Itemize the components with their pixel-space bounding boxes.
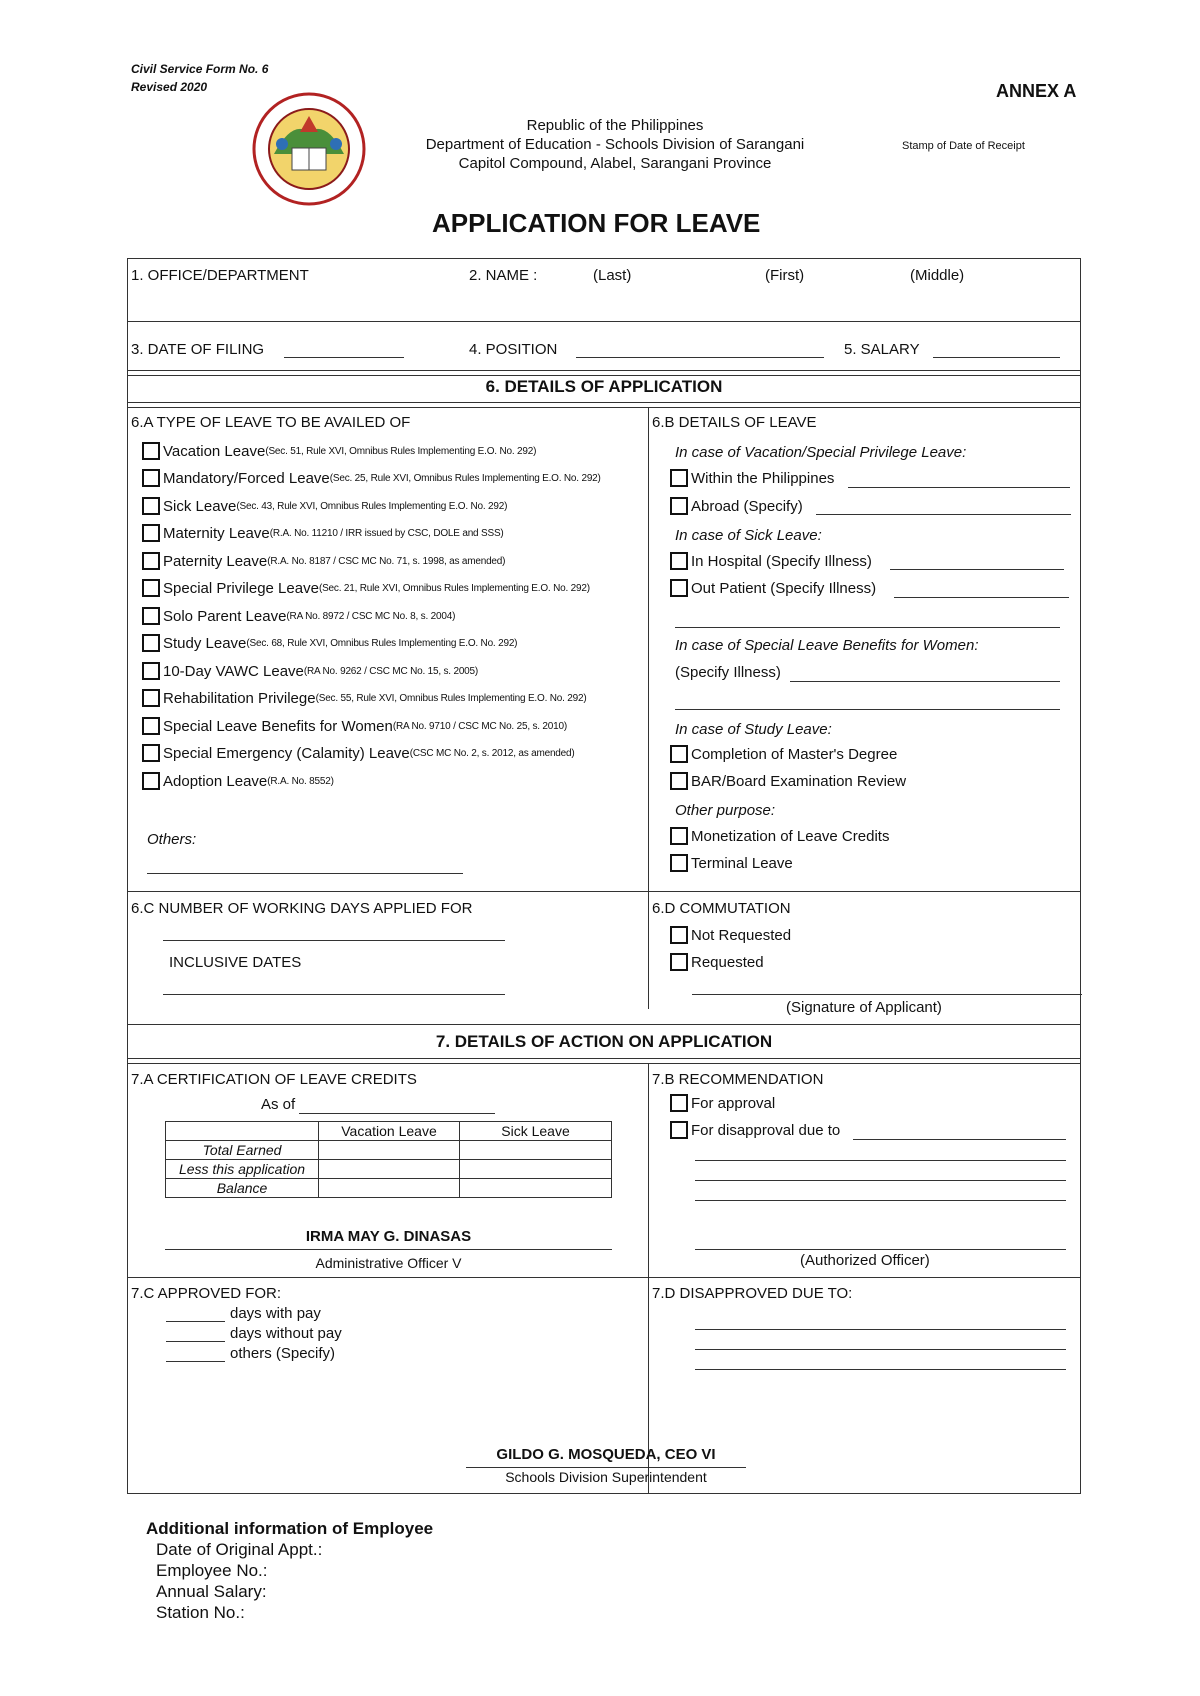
name-first-label: (First) — [765, 267, 805, 284]
name-middle-label: (Middle) — [910, 267, 965, 284]
checkbox[interactable] — [670, 1094, 688, 1112]
annex-label: ANNEX A — [996, 81, 1077, 101]
checkbox[interactable] — [142, 579, 160, 597]
for-disapproval-option[interactable]: For disapproval due to — [670, 1121, 840, 1139]
annual-salary: Annual Salary: — [156, 1582, 267, 1601]
women-extra-field[interactable] — [675, 709, 1060, 710]
requested-option[interactable]: Requested — [670, 953, 764, 971]
disapproval-line-3[interactable] — [695, 1180, 1066, 1181]
section-7a-title: 7.A CERTIFICATION OF LEAVE CREDITS — [131, 1071, 417, 1088]
superintendent-name: GILDO G. MOSQUEDA, CEO VI — [496, 1446, 716, 1463]
others-label: Others: — [147, 831, 197, 848]
checkbox[interactable] — [142, 634, 160, 652]
checkbox[interactable] — [142, 744, 160, 762]
additional-info-title: Additional information of Employee — [146, 1519, 434, 1538]
days-without-pay-field[interactable] — [166, 1341, 225, 1342]
leave-type-vacation[interactable]: Vacation Leave (Sec. 51, Rule XVI, Omnibus Rules Implementing E.O. No. 292) — [142, 442, 536, 460]
others-specify-field[interactable] — [166, 1361, 225, 1362]
position-field[interactable] — [576, 357, 824, 358]
header-republic: Republic of the Philippines — [526, 117, 704, 134]
within-philippines-field[interactable] — [848, 487, 1070, 488]
applicant-signature-label: (Signature of Applicant) — [786, 999, 942, 1016]
date-of-filing-field[interactable] — [284, 357, 404, 358]
leave-type-women[interactable]: Special Leave Benefits for Women (RA No. 9710 / CSC MC No. 25, s. 2010) — [142, 717, 567, 735]
checkbox[interactable] — [670, 827, 688, 845]
leave-form — [127, 258, 1081, 1494]
bar-review-option[interactable]: BAR/Board Examination Review — [670, 772, 906, 790]
section-7b-title: 7.B RECOMMENDATION — [652, 1071, 824, 1088]
checkbox[interactable] — [142, 662, 160, 680]
out-patient-field[interactable] — [894, 597, 1069, 598]
position-label: 4. POSITION — [469, 341, 558, 358]
certifier-name: IRMA MAY G. DINASAS — [305, 1228, 472, 1245]
name-label: 2. NAME : — [469, 267, 538, 284]
checkbox[interactable] — [142, 689, 160, 707]
leave-type-calamity[interactable]: Special Emergency (Calamity) Leave (CSC MC No. 2, s. 2012, as amended) — [142, 744, 575, 762]
leave-type-study[interactable]: Study Leave (Sec. 68, Rule XVI, Omnibus Rules Implementing E.O. No. 292) — [142, 634, 517, 652]
checkbox[interactable] — [142, 442, 160, 460]
masters-degree-option[interactable]: Completion of Master's Degree — [670, 745, 897, 763]
days-with-pay-label: days with pay — [230, 1305, 321, 1322]
section-6-title: 6. DETAILS OF APPLICATION — [485, 377, 723, 396]
checkbox[interactable] — [142, 524, 160, 542]
stamp-of-receipt: Stamp of Date of Receipt — [902, 140, 1025, 152]
disapproval-line-2[interactable] — [695, 1160, 1066, 1161]
superintendent-position: Schools Division Superintendent — [505, 1469, 707, 1485]
table-header-vacation: Vacation Leave — [319, 1122, 460, 1141]
abroad-field[interactable] — [816, 514, 1071, 515]
for-approval-option[interactable]: For approval — [670, 1094, 775, 1112]
disapproved-line-3[interactable] — [695, 1369, 1066, 1370]
checkbox[interactable] — [670, 579, 688, 597]
within-philippines-option[interactable]: Within the Philippines — [670, 469, 834, 487]
balance-vacation-cell[interactable] — [319, 1179, 460, 1198]
abroad-option[interactable]: Abroad (Specify) — [670, 497, 803, 515]
table-header-blank — [166, 1122, 319, 1141]
form-revision: Revised 2020 — [131, 80, 208, 94]
authorized-officer-line[interactable] — [695, 1249, 1066, 1250]
leave-type-solo-parent[interactable]: Solo Parent Leave (RA No. 8972 / CSC MC No. 8, s. 2004) — [142, 607, 455, 625]
checkbox[interactable] — [670, 552, 688, 570]
date-of-filing-label: 3. DATE OF FILING — [131, 341, 265, 358]
other-purpose-heading: Other purpose: — [675, 802, 776, 819]
checkbox[interactable] — [670, 772, 688, 790]
specify-illness-field[interactable] — [790, 681, 1060, 682]
checkbox[interactable] — [670, 926, 688, 944]
section-7-title: 7. DETAILS OF ACTION ON APPLICATION — [435, 1032, 773, 1051]
women-case-heading: In case of Special Leave Benefits for Women: — [675, 637, 979, 654]
name-last-label: (Last) — [593, 267, 632, 284]
table-header-sick: Sick Leave — [460, 1122, 612, 1141]
terminal-leave-option[interactable]: Terminal Leave — [670, 854, 793, 872]
applicant-signature-line[interactable] — [692, 994, 1082, 995]
as-of-label: As of — [261, 1096, 296, 1113]
as-of-field[interactable] — [299, 1113, 495, 1114]
station-number: Station No.: — [156, 1603, 245, 1622]
checkbox[interactable] — [142, 497, 160, 515]
certifier-signature-line — [165, 1249, 612, 1250]
checkbox[interactable] — [670, 469, 688, 487]
days-with-pay-field[interactable] — [166, 1321, 225, 1322]
authorized-officer-label: (Authorized Officer) — [800, 1252, 930, 1269]
form-number: Civil Service Form No. 6 — [131, 62, 269, 76]
checkbox[interactable] — [142, 552, 160, 570]
days-without-pay-label: days without pay — [230, 1325, 342, 1342]
leave-credits-table — [165, 1121, 612, 1198]
checkbox[interactable] — [670, 1121, 688, 1139]
deped-seal-logo — [252, 92, 366, 206]
section-6b-title: 6.B DETAILS OF LEAVE — [652, 414, 817, 431]
checkbox[interactable] — [142, 469, 160, 487]
checkbox[interactable] — [142, 772, 160, 790]
less-application-vacation-cell[interactable] — [319, 1160, 460, 1179]
balance-sick-cell[interactable] — [460, 1179, 612, 1198]
office-department-label: 1. OFFICE/DEPARTMENT — [131, 267, 309, 284]
specify-illness-label: (Specify Illness) — [675, 664, 781, 681]
row-less-application: Less this application — [166, 1160, 319, 1179]
inclusive-dates-label: INCLUSIVE DATES — [169, 954, 302, 971]
inclusive-dates-field[interactable] — [163, 994, 505, 995]
sick-extra-field[interactable] — [675, 627, 1060, 628]
section-7c-title: 7.C APPROVED FOR: — [131, 1285, 282, 1302]
header-address: Capitol Compound, Alabel, Sarangani Province — [458, 155, 772, 172]
disapproved-line-2[interactable] — [695, 1349, 1066, 1350]
disapproval-line-4[interactable] — [695, 1200, 1066, 1201]
monetization-option[interactable]: Monetization of Leave Credits — [670, 827, 889, 845]
study-case-heading: In case of Study Leave: — [675, 721, 832, 738]
in-hospital-field[interactable] — [890, 569, 1064, 570]
salary-field[interactable] — [933, 357, 1060, 358]
working-days-field[interactable] — [163, 940, 505, 941]
employee-number: Employee No.: — [156, 1561, 268, 1580]
checkbox[interactable] — [670, 854, 688, 872]
out-patient-option[interactable]: Out Patient (Specify Illness) — [670, 579, 876, 597]
leave-type-vawc[interactable]: 10-Day VAWC Leave (RA No. 9262 / CSC MC No. 15, s. 2005) — [142, 662, 478, 680]
leave-type-sick[interactable]: Sick Leave (Sec. 43, Rule XVI, Omnibus Rules Implementing E.O. No. 292) — [142, 497, 507, 515]
vacation-case-heading: In case of Vacation/Special Privilege Leave: — [675, 444, 967, 461]
leave-type-rehabilitation[interactable]: Rehabilitation Privilege (Sec. 55, Rule XVI, Omnibus Rules Implementing E.O. No. 292) — [142, 689, 587, 707]
section-6c-title: 6.C NUMBER OF WORKING DAYS APPLIED FOR — [131, 900, 473, 917]
checkbox[interactable] — [670, 953, 688, 971]
checkbox[interactable] — [670, 497, 688, 515]
sick-case-heading: In case of Sick Leave: — [675, 527, 822, 544]
checkbox[interactable] — [142, 607, 160, 625]
checkbox[interactable] — [142, 717, 160, 735]
less-application-sick-cell[interactable] — [460, 1160, 612, 1179]
certifier-position: Administrative Officer V — [315, 1255, 462, 1271]
section-6d-title: 6.D COMMUTATION — [652, 900, 791, 917]
section-7d-title: 7.D DISAPPROVED DUE TO: — [652, 1285, 853, 1302]
superintendent-signature-line — [466, 1467, 746, 1468]
checkbox[interactable] — [670, 745, 688, 763]
leave-type-adoption[interactable]: Adoption Leave (R.A. No. 8552) — [142, 772, 334, 790]
leave-type-mandatory[interactable]: Mandatory/Forced Leave (Sec. 25, Rule XVI, Omnibus Rules Implementing E.O. No. 292) — [142, 469, 601, 487]
leave-type-maternity[interactable]: Maternity Leave (R.A. No. 11210 / IRR issued by CSC, DOLE and SSS) — [142, 524, 504, 542]
leave-type-special-privilege[interactable]: Special Privilege Leave (Sec. 21, Rule XVI, Omnibus Rules Implementing E.O. No. 292) — [142, 579, 590, 597]
row-balance: Balance — [166, 1179, 319, 1198]
not-requested-option[interactable]: Not Requested — [670, 926, 791, 944]
disapproval-reason-field[interactable] — [853, 1139, 1066, 1140]
row-total-earned: Total Earned — [166, 1141, 319, 1160]
others-field[interactable] — [147, 873, 463, 874]
disapproved-line-1[interactable] — [695, 1329, 1066, 1330]
date-original-appointment: Date of Original Appt.: — [156, 1540, 323, 1559]
total-earned-vacation-cell[interactable] — [319, 1141, 460, 1160]
others-specify-label: others (Specify) — [230, 1345, 336, 1362]
salary-label: 5. SALARY — [844, 341, 920, 358]
leave-type-paternity[interactable]: Paternity Leave (R.A. No. 8187 / CSC MC No. 71, s. 1998, as amended) — [142, 552, 505, 570]
section-6a-title: 6.A TYPE OF LEAVE TO BE AVAILED OF — [131, 414, 411, 431]
in-hospital-option[interactable]: In Hospital (Specify Illness) — [670, 552, 872, 570]
form-title: APPLICATION FOR LEAVE — [432, 208, 761, 238]
header-department: Department of Education - Schools Division of Sarangani — [425, 136, 805, 153]
total-earned-sick-cell[interactable] — [460, 1141, 612, 1160]
